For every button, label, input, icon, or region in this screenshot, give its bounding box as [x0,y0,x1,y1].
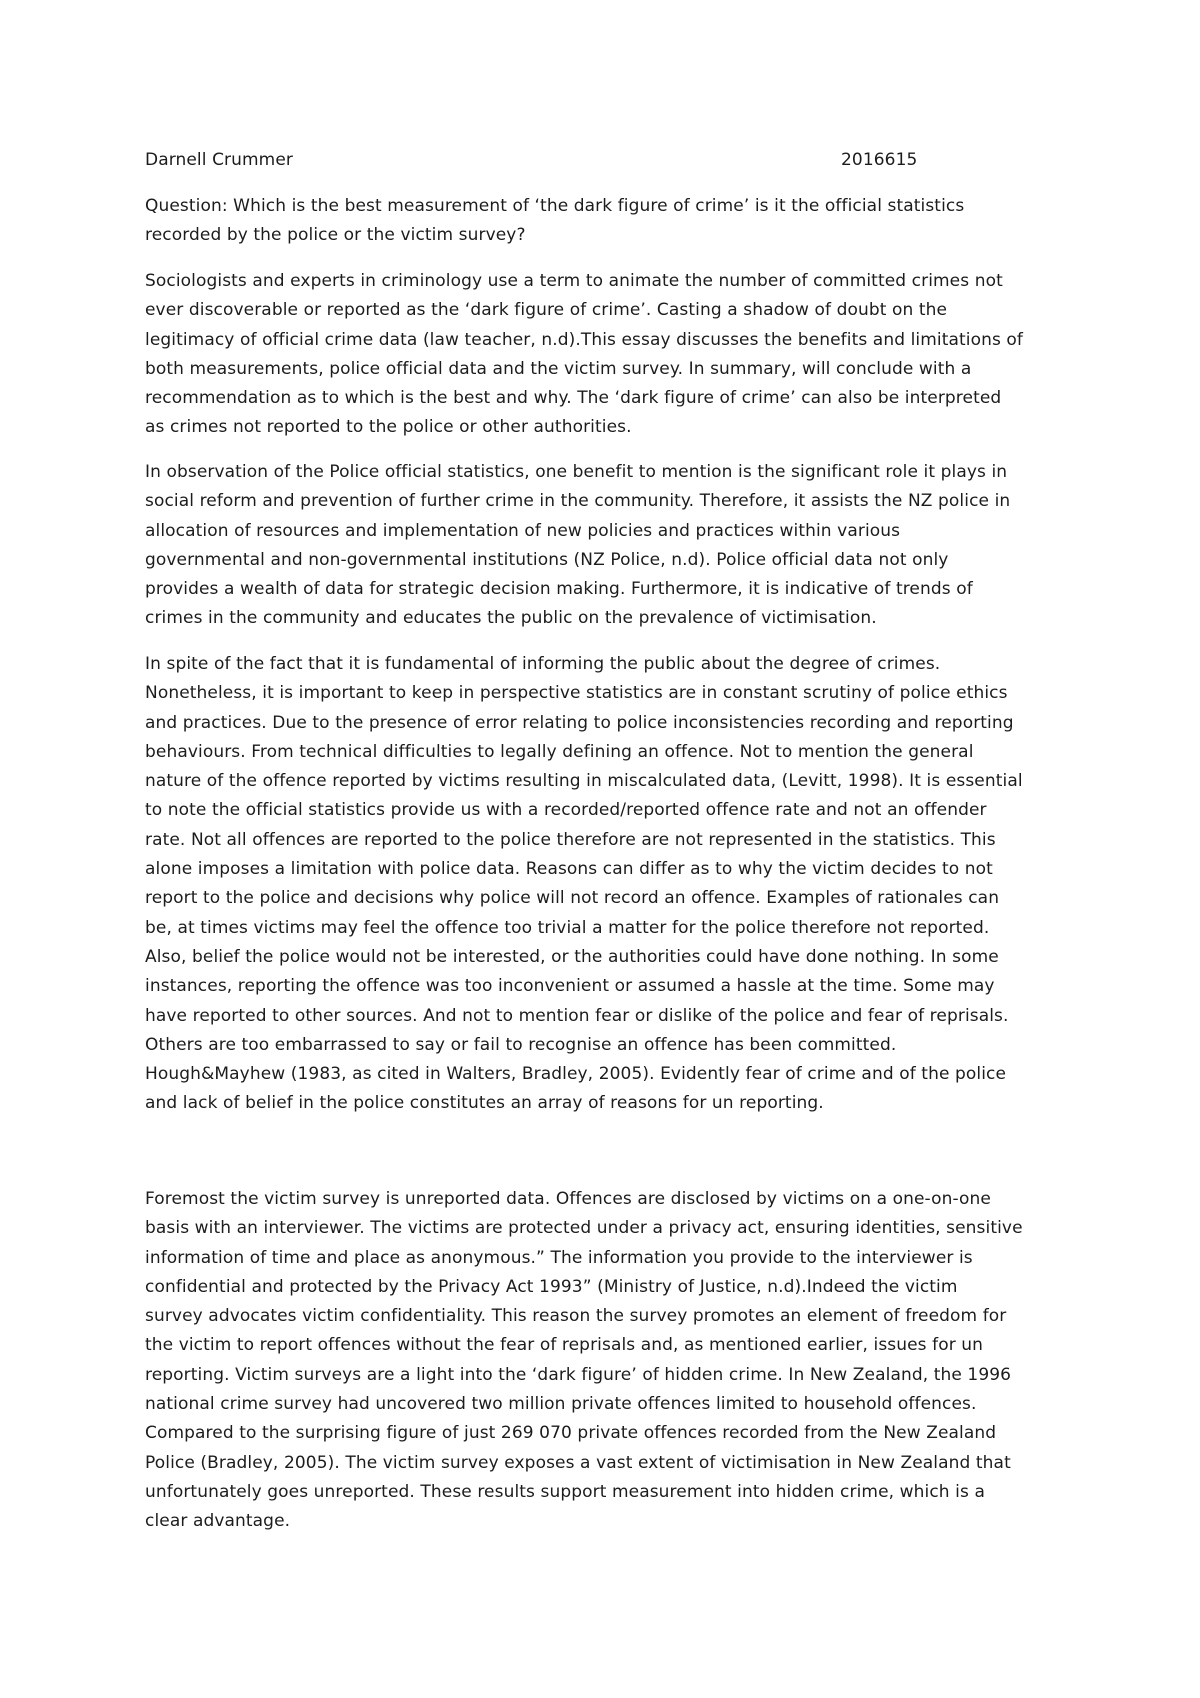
text-line: Hough&Mayhew (1983, as cited in Walters, Bradley, 2005). Evidently fear of crime and of the police [145,1064,1007,1085]
text-line: In spite of the fact that it is fundamental of informing the public about the degree of crimes. [145,654,941,674]
text-line: reporting. Victim surveys are a light into the ‘dark figure’ of hidden crime. In New Zealand, the 1996 [145,1364,1012,1385]
text-line: ever discoverable or reported as the ‘dark figure of crime’. Casting a shadow of doubt on the [145,300,948,321]
text-line: Also, belief the police would not be interested, or the authorities could have done nothing. In some [145,946,999,967]
paragraph-police-limitations [145,650,1085,1119]
text-line: information of time and place as anonymous.” The information you provide to the interviewer is [145,1247,973,1268]
student-id: 2016615 [841,150,918,170]
text-line: report to the police and decisions why police will not record an offence. Examples of rationales can [145,888,1000,909]
text-line: legitimacy of official crime data (law teacher, n.d).This essay discusses the benefits and limitations of [145,329,1024,350]
text-line: national crime survey had uncovered two million private offences limited to household offences. [145,1394,977,1415]
essay-question [145,192,1085,251]
text-line: alone imposes a limitation with police data. Reasons can differ as to why the victim decides to not [145,859,993,880]
text-line: nature of the offence reported by victims resulting in miscalculated data, (Levitt, 1998). It is essential [145,771,1023,792]
text-line: governmental and non-governmental institutions (NZ Police, n.d). Police official data not only [145,549,949,570]
text-line: crimes in the community and educates the public on the prevalence of victimisation. [145,608,877,629]
text-line: In observation of the Police official statistics, one benefit to mention is the significant role it plays in [145,462,1008,482]
text-line: allocation of resources and implementation of new policies and practices within various [145,520,901,541]
text-line: clear advantage. [145,1511,291,1532]
text-line: survey advocates victim confidentiality. This reason the survey promotes an element of freedom for [145,1306,1007,1327]
author-name: Darnell Crummer [145,150,293,170]
text-line: rate. Not all offences are reported to the police therefore are not represented in the statistics. This [145,829,996,850]
text-line: provides a wealth of data for strategic decision making. Furthermore, it is indicative of trends of [145,579,973,600]
paragraph-victim-survey [145,1185,1085,1537]
paragraph-police-benefits [145,458,1085,634]
text-line: recorded by the police or the victim survey? [145,225,526,246]
text-line: and practices. Due to the presence of error relating to police inconsistencies recording and reporting [145,712,1014,733]
text-line: Compared to the surprising figure of just 269 070 private offences recorded from the New Zealand [145,1423,997,1444]
text-line: the victim to report offences without the fear of reprisals and, as mentioned earlier, issues for un [145,1335,984,1356]
text-line: Nonetheless, it is important to keep in perspective statistics are in constant scrutiny of police ethics [145,683,1008,704]
text-line: confidential and protected by the Privacy Act 1993” (Ministry of Justice, n.d).Indeed the victim [145,1276,958,1297]
text-line: both measurements, police official data and the victim survey. In summary, will conclude with a [145,358,972,379]
text-line: as crimes not reported to the police or other authorities. [145,417,632,438]
text-line: behaviours. From technical difficulties to legally defining an offence. Not to mention the general [145,741,974,762]
text-line: social reform and prevention of further crime in the community. Therefore, it assists the NZ police in [145,491,1011,512]
text-line: Sociologists and experts in criminology use a term to animate the number of committed crimes not [145,271,1003,291]
text-line: Police (Bradley, 2005). The victim survey exposes a vast extent of victimisation in New Zealand that [145,1452,1011,1473]
text-line: Foremost the victim survey is unreported data. Offences are disclosed by victims on a one-on-one [145,1189,991,1209]
text-line: basis with an interviewer. The victims are protected under a privacy act, ensuring identities, sensitive [145,1218,1023,1239]
text-line: to note the official statistics provide us with a recorded/reported offence rate and not an offender [145,800,987,821]
text-line: unfortunately goes unreported. These results support measurement into hidden crime, which is a [145,1481,985,1502]
text-line: Question: Which is the best measurement of ‘the dark figure of crime’ is it the official statistics [145,196,965,216]
text-line: have reported to other sources. And not to mention fear or dislike of the police and fear of reprisals. [145,1005,1009,1026]
document-header [145,146,1085,176]
text-line: and lack of belief in the police constitutes an array of reasons for un reporting. [145,1093,824,1114]
text-line: be, at times victims may feel the offence too trivial a matter for the police therefore not reported. [145,917,990,938]
text-line: Others are too embarrassed to say or fail to recognise an offence has been committed. [145,1034,897,1055]
text-line: instances, reporting the offence was too inconvenient or assumed a hassle at the time. Some may [145,976,995,997]
text-line: recommendation as to which is the best and why. The ‘dark figure of crime’ can also be interpreted [145,388,1002,409]
paragraph-introduction [145,267,1085,443]
